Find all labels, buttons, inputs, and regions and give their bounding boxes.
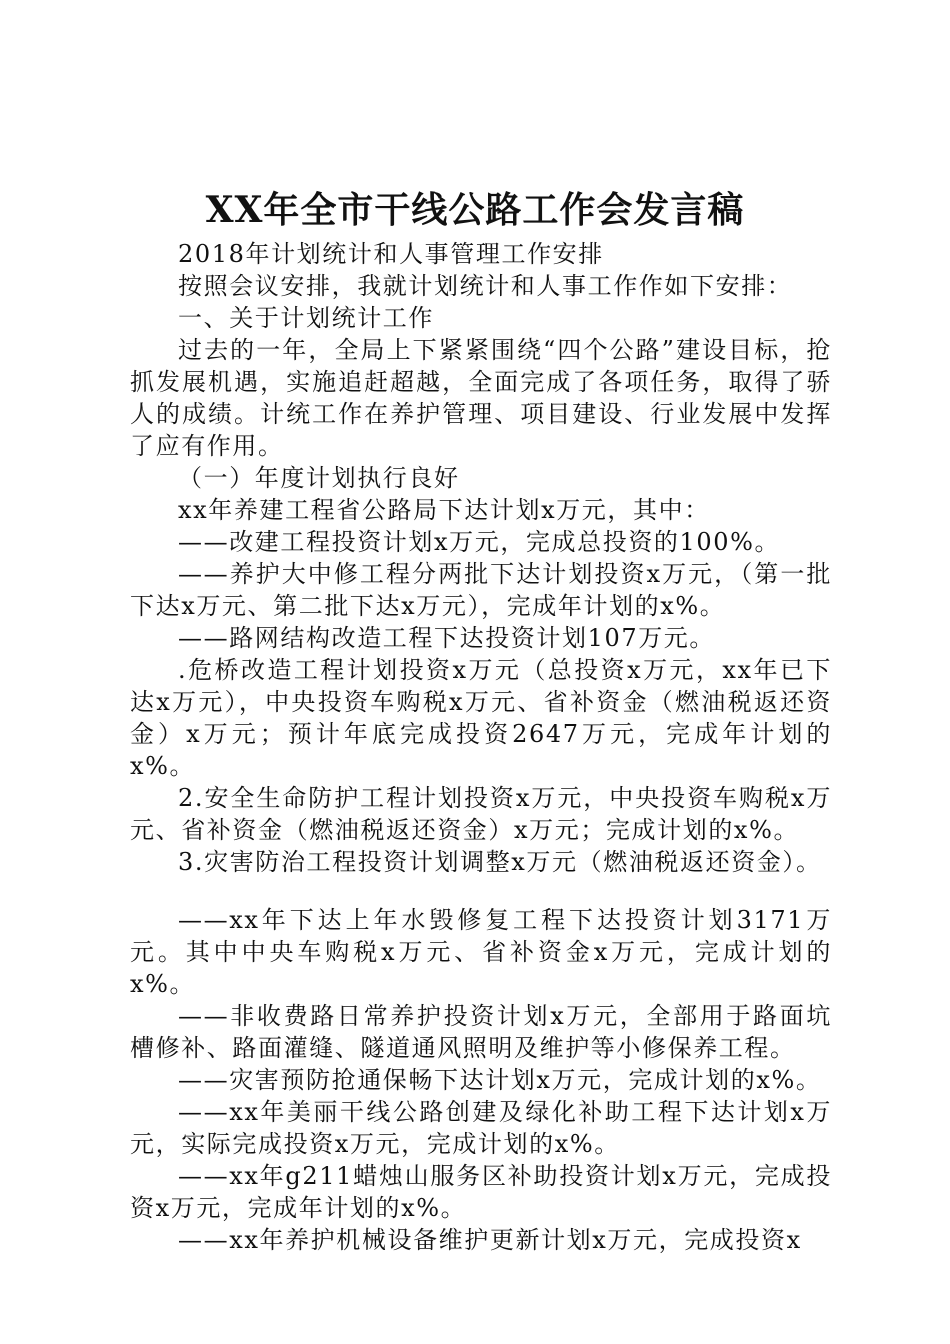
paragraph-item: ——非收费路日常养护投资计划x万元，全部用于路面坑槽修补、路面灌缝、隧道通风照明及维护等小修保养工程。 [130,1002,832,1062]
paragraph-item: .危桥改造工程计划投资x万元（总投资x万元，xx年已下达x万元），中央投资车购税x万元、省补资金（燃油税返还资金）x万元；预计年底完成投资2647万元，完成年计划的x%。 [130,656,832,780]
subsection-heading-1: （一）年度计划执行良好 [178,464,460,492]
paragraph-item: ——xx年养护机械设备维护更新计划x万元，完成投资x [178,1226,802,1254]
blank-line [130,878,832,904]
paragraph-review: 过去的一年，全局上下紧紧围绕“四个公路”建设目标，抢抓发展机遇，实施追赶超越，全面完成了各项任务，取得了骄人的成绩。计统工作在养护管理、项目建设、行业发展中发挥了应有作用。 [130,336,832,460]
paragraph-item: ——xx年下达上年水毁修复工程下达投资计划3171万元。其中中央车购税x万元、省补资金x万元，完成计划的x%。 [130,906,832,998]
paragraph-item: ——路网结构改造工程下达投资计划107万元。 [178,624,716,652]
document-title: XX年全市干线公路工作会发言稿 [205,189,745,231]
paragraph-item: ——养护大中修工程分两批下达计划投资x万元，（第一批下达x万元、第二批下达x万元），完成年计划的x%。 [130,560,832,620]
paragraph-item: ——改建工程投资计划x万元，完成总投资的100%。 [178,528,781,556]
paragraph-intro: 按照会议安排，我就计划统计和人事工作作如下安排： [178,272,793,300]
document-body [130,238,832,1256]
paragraph-item: ——灾害预防抢通保畅下达计划x万元，完成计划的x%。 [178,1066,822,1094]
paragraph-item: ——xx年g211蜡烛山服务区补助投资计划x万元，完成投资x万元，完成年计划的x%。 [130,1162,832,1222]
paragraph-subtitle: 2018年计划统计和人事管理工作安排 [178,240,604,268]
paragraph-item: ——xx年美丽干线公路创建及绿化补助工程下达计划x万元，实际完成投资x万元，完成计划的x%。 [130,1098,832,1158]
paragraph-item: 3.灾害防治工程投资计划调整x万元（燃油税返还资金）。 [178,848,822,876]
paragraph-item: 2.安全生命防护工程计划投资x万元，中央投资车购税x万元、省补资金（燃油税返还资金）x万元；完成计划的x%。 [130,784,832,844]
paragraph-plan-total: xx年养建工程省公路局下达计划x万元，其中： [178,496,710,524]
section-heading-1: 一、关于计划统计工作 [178,304,434,332]
